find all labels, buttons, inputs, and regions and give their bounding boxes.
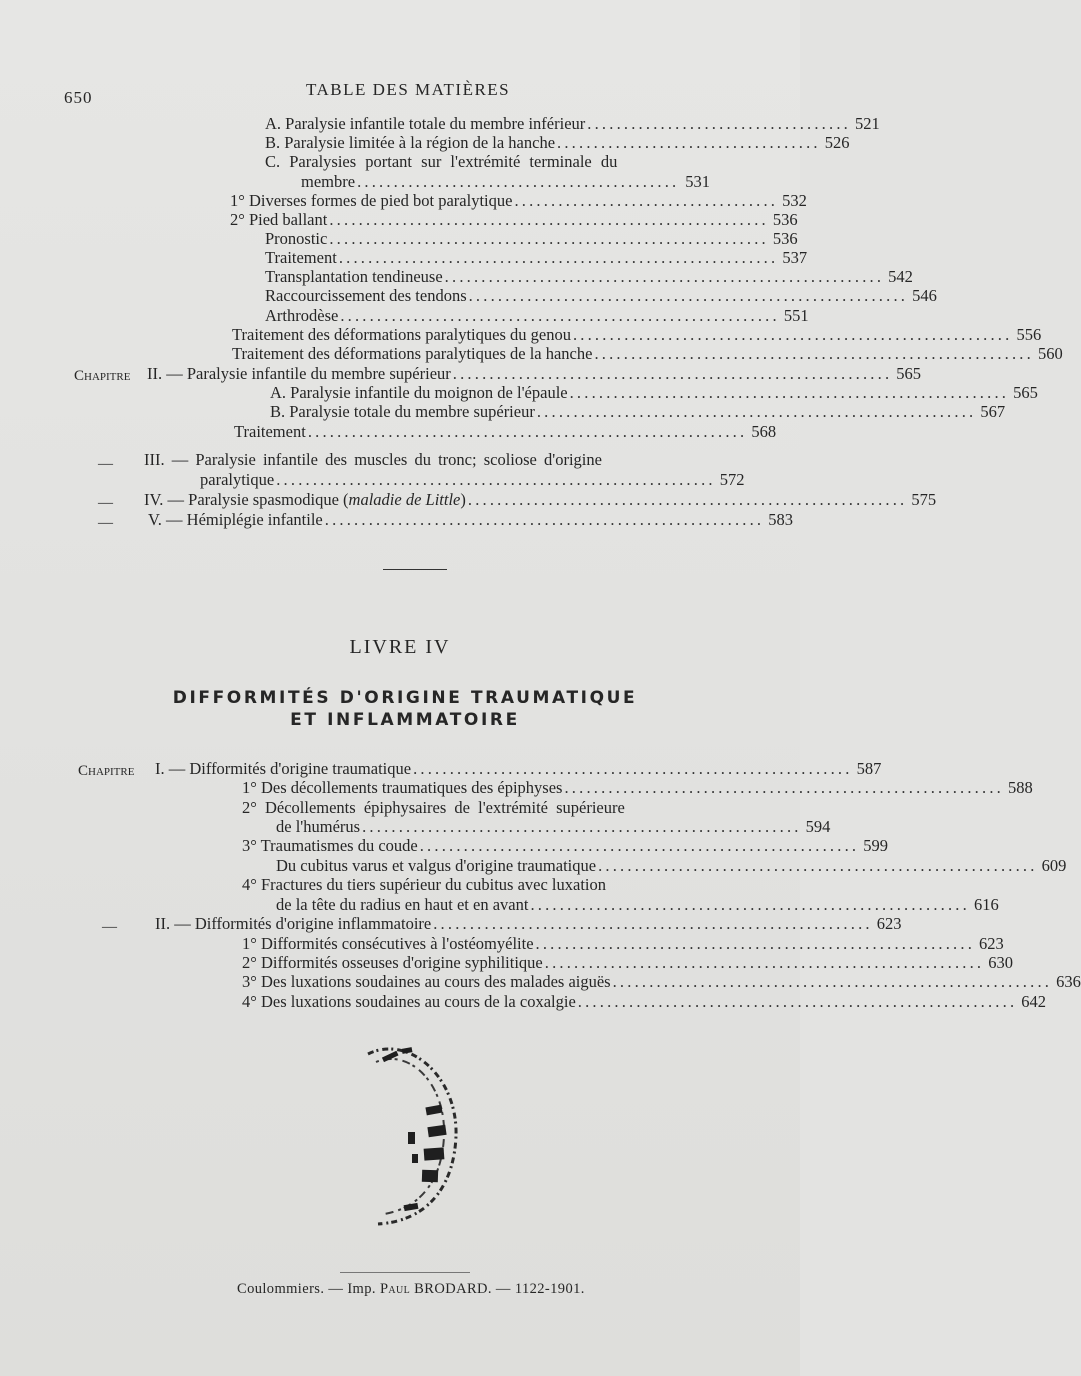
toc-entry: paralytique ............................................................ 572 bbox=[200, 470, 745, 489]
section-divider bbox=[383, 569, 447, 570]
toc-entry: A. Paralysie infantile totale du membre inférieur .................................... 521 bbox=[265, 114, 880, 133]
dash-label: — bbox=[98, 515, 113, 531]
toc-entry: 4° Des luxations soudaines au cours de la coxalgie ............................................................ 642 bbox=[242, 992, 1047, 1011]
running-head: TABLE DES MATIÈRES bbox=[306, 80, 511, 99]
toc-entry: 2° Difformités osseuses d'origine syphilitique ............................................................ 630 bbox=[242, 953, 1013, 972]
page-number: 650 bbox=[64, 88, 93, 107]
toc-entry: 2° Décollements épiphysaires de l'extrémité supérieure bbox=[242, 798, 625, 817]
toc-entry: C. Paralysies portant sur l'extrémité terminale du bbox=[265, 152, 618, 171]
chapitre-label: Chapitre bbox=[74, 368, 131, 384]
toc-entry: Arthrodèse ............................................................ 551 bbox=[265, 306, 809, 325]
toc-entry: Traitement ............................................................ 537 bbox=[265, 248, 808, 267]
toc-entry: 3° Des luxations soudaines au cours des malades aiguës ............................................................ 636 bbox=[242, 972, 1081, 991]
toc-entry: Du cubitus varus et valgus d'origine traumatique ............................................................ 609 bbox=[276, 856, 1067, 875]
toc-entry-chapter: III. — Paralysie infantile des muscles du tronc; scoliose d'origine bbox=[144, 450, 602, 469]
library-stamp-icon bbox=[348, 1036, 468, 1232]
toc-entry: de la tête du radius en haut et en avant ............................................................ 616 bbox=[276, 895, 999, 914]
toc-entry: Pronostic ............................................................ 536 bbox=[265, 229, 798, 248]
toc-entry: Traitement ............................................................ 568 bbox=[234, 422, 777, 441]
chapitre-label: Chapitre bbox=[78, 763, 135, 779]
toc-entry: Transplantation tendineuse ............................................................ 542 bbox=[265, 267, 913, 286]
book-title-line1: DIFFORMITÉS D'ORIGINE TRAUMATIQUE bbox=[172, 688, 638, 708]
toc-entry: A. Paralysie infantile du moignon de l'épaule ............................................................ 565 bbox=[270, 383, 1038, 402]
dash-label: — bbox=[98, 495, 113, 511]
toc-entry: membre ............................................ 531 bbox=[301, 172, 710, 191]
toc-entry: 1° Des décollements traumatiques des épiphyses ............................................................ 588 bbox=[242, 778, 1033, 797]
toc-entry: de l'humérus ............................................................ 594 bbox=[276, 817, 831, 836]
book-title-line2: ET INFLAMMATOIRE bbox=[290, 710, 520, 730]
toc-entry: 1° Diverses formes de pied bot paralytique .................................... 532 bbox=[230, 191, 807, 210]
toc-entry-chapter: II. — Difformités d'origine inflammatoire ............................................................ 623 bbox=[155, 914, 902, 933]
toc-entry-chapter: II. — Paralysie infantile du membre supérieur ............................................................ 565 bbox=[147, 364, 922, 383]
toc-entry: Raccourcissement des tendons ............................................................ 546 bbox=[265, 286, 937, 305]
toc-entry: Traitement des déformations paralytiques de la hanche ............................................................ 560 bbox=[232, 344, 1063, 363]
toc-entry: 1° Difformités consécutives à l'ostéomyélite ............................................................ 623 bbox=[242, 934, 1004, 953]
toc-entry-chapter: IV. — Paralysie spasmodique (maladie de Little) ............................................................ 575 bbox=[144, 490, 937, 509]
book-heading: LIVRE IV bbox=[349, 636, 451, 658]
dash-label: — bbox=[102, 919, 117, 935]
toc-entry: B. Paralysie limitée à la région de la hanche .................................... 526 bbox=[265, 133, 850, 152]
toc-entry: Traitement des déformations paralytiques du genou ............................................................ 556 bbox=[232, 325, 1042, 344]
toc-entry: B. Paralysie totale du membre supérieur ............................................................ 567 bbox=[270, 402, 1006, 421]
footer-rule bbox=[340, 1272, 470, 1273]
toc-entry-chapter: V. — Hémiplégie infantile ............................................................ 583 bbox=[148, 510, 793, 529]
toc-entry: 4° Fractures du tiers supérieur du cubitus avec luxation bbox=[242, 875, 606, 894]
colophon: Coulommiers. — Imp. Paul BRODARD. — 1122-1901. bbox=[237, 1281, 585, 1297]
toc-entry-chapter: I. — Difformités d'origine traumatique ............................................................ 587 bbox=[155, 759, 882, 778]
toc-entry: 3° Traumatismes du coude ............................................................ 599 bbox=[242, 836, 888, 855]
toc-entry: 2° Pied ballant ............................................................ 536 bbox=[230, 210, 798, 229]
dash-label: — bbox=[98, 456, 113, 472]
